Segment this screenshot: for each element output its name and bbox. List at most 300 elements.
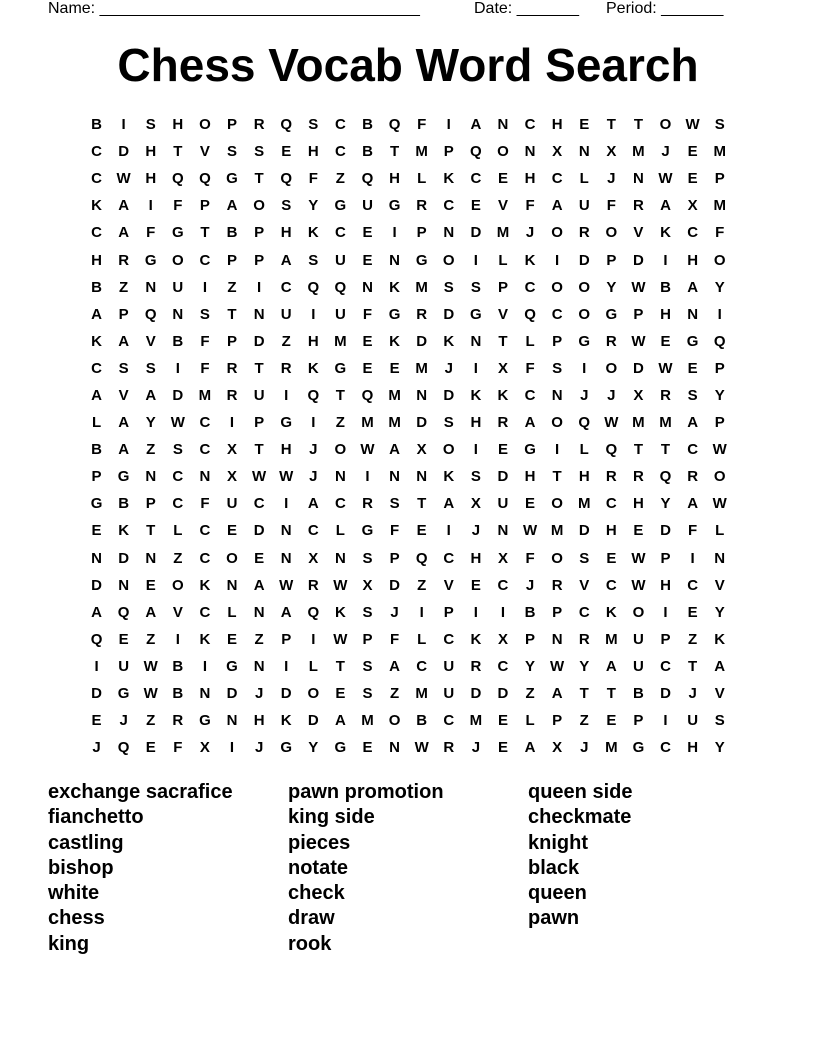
grid-letter: A: [226, 197, 238, 215]
grid-letter: O: [171, 251, 184, 269]
grid-letter: C: [551, 170, 563, 188]
grid-letter: H: [605, 522, 617, 540]
grid-letter: F: [606, 197, 616, 215]
grid-letter: P: [389, 549, 400, 567]
grid-row: [83, 246, 733, 273]
grid-letter: P: [660, 630, 671, 648]
grid-letter: H: [551, 116, 563, 134]
grid-letter: I: [663, 251, 668, 269]
grid-letter: W: [631, 332, 646, 350]
grid-letter: S: [308, 251, 319, 269]
grid-letter: H: [470, 549, 482, 567]
grid-letter: H: [660, 576, 671, 594]
grid-letter: T: [579, 685, 589, 703]
grid-letter: K: [307, 359, 319, 377]
word-item: white: [48, 882, 100, 905]
grid-letter: Y: [525, 657, 536, 675]
grid-letter: E: [91, 522, 102, 540]
grid-letter: P: [145, 495, 156, 513]
grid-letter: I: [229, 414, 235, 432]
grid-letter: V: [714, 576, 725, 594]
grid-letter: T: [389, 143, 400, 161]
grid-letter: P: [91, 468, 102, 486]
grid-letter: E: [470, 197, 481, 215]
grid-letter: K: [199, 576, 211, 594]
grid-letter: F: [173, 197, 183, 215]
grid-letter: A: [118, 332, 130, 350]
grid-letter: I: [446, 522, 451, 540]
grid-letter: P: [606, 251, 617, 269]
grid-letter: N: [362, 278, 373, 296]
grid-letter: E: [633, 522, 644, 540]
grid-letter: S: [714, 712, 725, 730]
grid-letter: J: [92, 739, 101, 757]
grid-letter: C: [660, 739, 671, 757]
grid-letter: P: [118, 305, 129, 323]
grid-letter: C: [172, 468, 184, 486]
grid-letter: C: [91, 170, 102, 188]
grid-letter: Z: [688, 630, 698, 648]
grid-letter: Y: [145, 414, 156, 432]
grid-letter: P: [552, 603, 563, 621]
grid-letter: J: [580, 739, 589, 757]
grid-letter: Z: [579, 712, 589, 730]
grid-letter: P: [281, 630, 292, 648]
grid-letter: D: [443, 386, 455, 404]
grid-letter: G: [280, 414, 293, 432]
grid-letter: N: [687, 305, 699, 323]
grid-letter: W: [279, 468, 294, 486]
word-item: check: [288, 882, 345, 905]
word-item: draw: [288, 907, 335, 930]
grid-letter: D: [443, 305, 455, 323]
grid-letter: D: [253, 332, 265, 350]
grid-letter: K: [118, 522, 130, 540]
grid-letter: H: [660, 305, 671, 323]
grid-letter: N: [443, 224, 455, 242]
grid-letter: E: [497, 739, 508, 757]
grid-letter: O: [578, 278, 591, 296]
grid-letter: Q: [171, 170, 184, 188]
grid-letter: R: [253, 116, 265, 134]
grid-letter: F: [389, 522, 400, 540]
grid-letter: X: [552, 143, 563, 161]
grid-letter: E: [362, 224, 373, 242]
letter-grid: [83, 111, 733, 761]
grid-letter: H: [389, 170, 400, 188]
grid-letter: E: [362, 359, 373, 377]
grid-letter: C: [91, 359, 102, 377]
grid-letter: X: [497, 359, 508, 377]
grid-letter: B: [226, 224, 238, 242]
grid-letter: E: [687, 603, 698, 621]
grid-letter: P: [552, 332, 563, 350]
grid-letter: F: [417, 116, 427, 134]
grid-letter: J: [688, 685, 697, 703]
grid-letter: N: [253, 603, 265, 621]
grid-letter: H: [307, 332, 319, 350]
grid-letter: S: [687, 386, 698, 404]
grid-letter: O: [442, 251, 455, 269]
page-title: Chess Vocab Word Search: [117, 39, 699, 91]
grid-letter: W: [685, 116, 700, 134]
grid-letter: F: [525, 359, 535, 377]
grid-letter: S: [714, 116, 725, 134]
grid-row: [83, 517, 733, 544]
grid-letter: I: [121, 116, 126, 134]
grid-letter: H: [280, 224, 292, 242]
grid-letter: D: [470, 224, 482, 242]
grid-letter: S: [362, 685, 373, 703]
grid-letter: C: [524, 386, 536, 404]
grid-letter: V: [497, 197, 508, 215]
grid-letter: U: [334, 305, 346, 323]
grid-letter: Y: [714, 603, 725, 621]
grid-letter: H: [524, 468, 536, 486]
grid-letter: M: [659, 414, 672, 432]
grid-letter: F: [688, 522, 698, 540]
grid-letter: N: [118, 576, 130, 594]
grid-letter: O: [226, 549, 238, 567]
grid-letter: W: [143, 657, 158, 675]
word-column: [48, 780, 288, 957]
word-item: queen: [528, 882, 587, 905]
grid-letter: I: [284, 386, 289, 404]
grid-letter: H: [145, 143, 157, 161]
grid-letter: T: [606, 116, 616, 134]
grid-letter: I: [690, 549, 695, 567]
grid-letter: E: [687, 170, 698, 188]
grid-letter: A: [118, 414, 130, 432]
grid-letter: E: [497, 712, 508, 730]
grid-letter: C: [470, 170, 482, 188]
grid-letter: A: [551, 197, 563, 215]
grid-letter: O: [307, 685, 320, 703]
grid-letter: N: [226, 712, 238, 730]
grid-letter: D: [660, 522, 671, 540]
grid-letter: J: [444, 359, 453, 377]
grid-letter: Z: [146, 441, 156, 459]
grid-letter: G: [686, 332, 699, 350]
grid-letter: C: [605, 495, 617, 513]
grid-letter: L: [525, 332, 535, 350]
grid-letter: E: [660, 332, 671, 350]
grid-letter: A: [443, 495, 455, 513]
grid-letter: D: [280, 685, 292, 703]
grid-letter: I: [202, 657, 207, 675]
grid-letter: Q: [605, 441, 618, 459]
grid-letter: W: [631, 576, 646, 594]
grid-letter: S: [552, 359, 563, 377]
grid-letter: B: [172, 685, 184, 703]
grid-row: [83, 274, 733, 301]
grid-letter: S: [227, 143, 238, 161]
grid-letter: S: [443, 414, 454, 432]
grid-letter: U: [687, 712, 699, 730]
grid-letter: M: [469, 712, 483, 730]
grid-letter: N: [199, 685, 211, 703]
grid-letter: E: [254, 549, 265, 567]
grid-letter: J: [309, 441, 318, 459]
grid-letter: A: [714, 657, 726, 675]
grid-letter: K: [389, 332, 400, 350]
grid-letter: W: [604, 414, 619, 432]
grid-letter: V: [497, 305, 508, 323]
grid-letter: K: [524, 251, 536, 269]
grid-letter: C: [443, 712, 455, 730]
grid-letter: M: [605, 739, 618, 757]
grid-letter: R: [497, 414, 509, 432]
grid-letter: S: [308, 116, 319, 134]
grid-letter: J: [309, 468, 318, 486]
grid-letter: I: [311, 305, 316, 323]
word-item: notate: [288, 856, 348, 879]
grid-letter: G: [117, 468, 130, 486]
grid-letter: R: [226, 386, 238, 404]
grid-letter: T: [227, 305, 237, 323]
grid-letter: B: [118, 495, 130, 513]
grid-letter: M: [632, 143, 645, 161]
grid-letter: W: [143, 685, 158, 703]
grid-letter: L: [417, 170, 427, 188]
grid-letter: A: [524, 414, 536, 432]
grid-row: [83, 680, 733, 707]
grid-letter: N: [389, 251, 400, 269]
grid-letter: G: [334, 197, 347, 215]
grid-letter: R: [416, 305, 428, 323]
grid-letter: X: [416, 441, 427, 459]
grid-letter: B: [91, 441, 102, 459]
grid-letter: T: [335, 386, 345, 404]
grid-letter: V: [118, 386, 129, 404]
grid-letter: D: [91, 576, 102, 594]
grid-letter: M: [388, 414, 401, 432]
worksheet-header: [48, 0, 748, 20]
grid-letter: H: [524, 170, 536, 188]
grid-letter: A: [280, 251, 292, 269]
grid-letter: T: [688, 657, 698, 675]
grid-letter: C: [605, 576, 617, 594]
grid-letter: U: [443, 685, 455, 703]
grid-letter: G: [199, 712, 211, 730]
grid-letter: L: [227, 603, 237, 621]
grid-letter: Q: [280, 170, 293, 188]
grid-letter: N: [145, 468, 157, 486]
grid-letter: N: [280, 522, 292, 540]
grid-letter: Z: [146, 630, 156, 648]
grid-letter: D: [307, 712, 319, 730]
grid-letter: K: [199, 630, 211, 648]
grid-row: [83, 436, 733, 463]
grid-letter: A: [551, 685, 563, 703]
grid-letter: W: [712, 441, 727, 459]
grid-letter: W: [658, 170, 673, 188]
grid-letter: M: [361, 712, 374, 730]
grid-letter: I: [175, 630, 180, 648]
grid-letter: W: [631, 549, 646, 567]
grid-letter: U: [497, 495, 509, 513]
grid-letter: Z: [173, 549, 183, 567]
grid-letter: S: [118, 359, 129, 377]
grid-letter: O: [497, 143, 509, 161]
grid-letter: L: [91, 414, 102, 432]
grid-letter: W: [116, 170, 131, 188]
grid-letter: G: [171, 224, 184, 242]
grid-letter: S: [362, 603, 373, 621]
grid-letter: N: [470, 332, 482, 350]
grid-letter: D: [253, 522, 265, 540]
grid-letter: Z: [417, 576, 427, 594]
grid-letter: V: [172, 603, 183, 621]
grid-letter: T: [254, 359, 264, 377]
grid-letter: X: [308, 549, 319, 567]
grid-letter: Q: [199, 170, 211, 188]
grid-letter: F: [525, 197, 535, 215]
grid-letter: O: [578, 305, 591, 323]
grid-letter: P: [633, 305, 644, 323]
grid-letter: I: [365, 468, 370, 486]
word-item: pieces: [288, 831, 351, 854]
grid-letter: A: [307, 495, 319, 513]
grid-letter: E: [687, 143, 698, 161]
grid-letter: M: [605, 630, 618, 648]
word-item: chess: [48, 907, 105, 930]
grid-letter: P: [443, 603, 454, 621]
grid-letter: R: [416, 197, 428, 215]
grid-letter: R: [307, 576, 319, 594]
grid-letter: X: [606, 143, 617, 161]
grid-letter: T: [606, 685, 616, 703]
grid-letter: S: [281, 197, 292, 215]
grid-letter: G: [226, 170, 238, 188]
grid-letter: Z: [389, 685, 400, 703]
grid-letter: M: [415, 359, 428, 377]
grid-letter: A: [470, 116, 482, 134]
grid-letter: H: [633, 495, 644, 513]
grid-letter: W: [360, 441, 375, 459]
grid-letter: M: [415, 143, 428, 161]
grid-letter: M: [632, 414, 645, 432]
grid-letter: X: [470, 495, 481, 513]
grid-letter: N: [389, 739, 400, 757]
grid-letter: A: [118, 197, 130, 215]
grid-letter: N: [334, 549, 346, 567]
grid-letter: C: [199, 603, 211, 621]
grid-letter: A: [687, 414, 699, 432]
grid-letter: J: [525, 224, 535, 242]
grid-letter: E: [416, 522, 427, 540]
grid-row: [83, 138, 733, 165]
grid-letter: O: [388, 712, 401, 730]
grid-letter: O: [713, 251, 726, 269]
grid-letter: N: [578, 143, 590, 161]
grid-letter: N: [497, 522, 509, 540]
word-item: pawn: [528, 907, 580, 930]
grid-letter: O: [199, 116, 211, 134]
grid-letter: U: [253, 386, 265, 404]
grid-letter: F: [715, 224, 725, 242]
grid-letter: G: [90, 495, 103, 513]
grid-letter: D: [226, 685, 238, 703]
grid-letter: V: [443, 576, 454, 594]
grid-letter: A: [660, 197, 671, 215]
grid-letter: J: [661, 143, 670, 161]
grid-letter: G: [334, 359, 347, 377]
grid-letter: E: [497, 170, 508, 188]
grid-letter: A: [334, 712, 346, 730]
grid-letter: C: [334, 224, 346, 242]
grid-letter: H: [253, 712, 265, 730]
grid-letter: B: [91, 116, 102, 134]
grid-letter: J: [471, 739, 481, 757]
grid-letter: E: [335, 685, 346, 703]
grid-letter: I: [284, 657, 289, 675]
grid-letter: U: [280, 305, 292, 323]
word-item: castling: [48, 831, 124, 854]
grid-letter: R: [578, 630, 590, 648]
grid-letter: A: [253, 576, 265, 594]
grid-letter: C: [660, 657, 671, 675]
grid-letter: D: [633, 359, 644, 377]
grid-letter: L: [579, 170, 589, 188]
grid-letter: G: [144, 251, 157, 269]
grid-letter: I: [473, 359, 478, 377]
grid-letter: K: [280, 712, 292, 730]
grid-letter: C: [199, 522, 211, 540]
grid-letter: C: [497, 657, 509, 675]
grid-letter: I: [446, 116, 451, 134]
grid-letter: C: [280, 278, 292, 296]
grid-letter: J: [607, 170, 616, 188]
grid-letter: C: [91, 224, 102, 242]
grid-letter: A: [687, 495, 699, 513]
grid-letter: I: [717, 305, 722, 323]
word-item: bishop: [48, 856, 114, 879]
word-item: knight: [528, 831, 588, 854]
grid-letter: C: [172, 495, 184, 513]
grid-letter: G: [388, 305, 401, 323]
grid-letter: Z: [119, 278, 129, 296]
grid-letter: W: [252, 468, 267, 486]
grid-letter: N: [633, 170, 644, 188]
grid-letter: N: [551, 386, 563, 404]
word-item: king: [48, 932, 90, 955]
grid-letter: A: [524, 739, 536, 757]
grid-letter: C: [687, 441, 699, 459]
grid-letter: F: [525, 549, 535, 567]
grid-letter: Q: [280, 116, 293, 134]
name-field: Name: ____________________________________: [48, 0, 420, 17]
grid-letter: E: [145, 739, 156, 757]
grid-letter: T: [146, 522, 156, 540]
grid-letter: F: [389, 630, 400, 648]
grid-letter: L: [173, 522, 183, 540]
grid-letter: K: [443, 170, 455, 188]
grid-letter: R: [551, 576, 563, 594]
grid-letter: M: [577, 495, 591, 513]
word-list: [48, 780, 768, 957]
grid-letter: S: [145, 116, 156, 134]
grid-letter: Y: [308, 197, 319, 215]
grid-letter: H: [91, 251, 102, 269]
grid-letter: V: [633, 224, 644, 242]
grid-letter: D: [416, 332, 428, 350]
grid-row: [83, 111, 733, 138]
grid-letter: M: [415, 278, 428, 296]
grid-letter: E: [145, 576, 156, 594]
grid-letter: R: [660, 386, 671, 404]
grid-letter: Q: [361, 170, 374, 188]
